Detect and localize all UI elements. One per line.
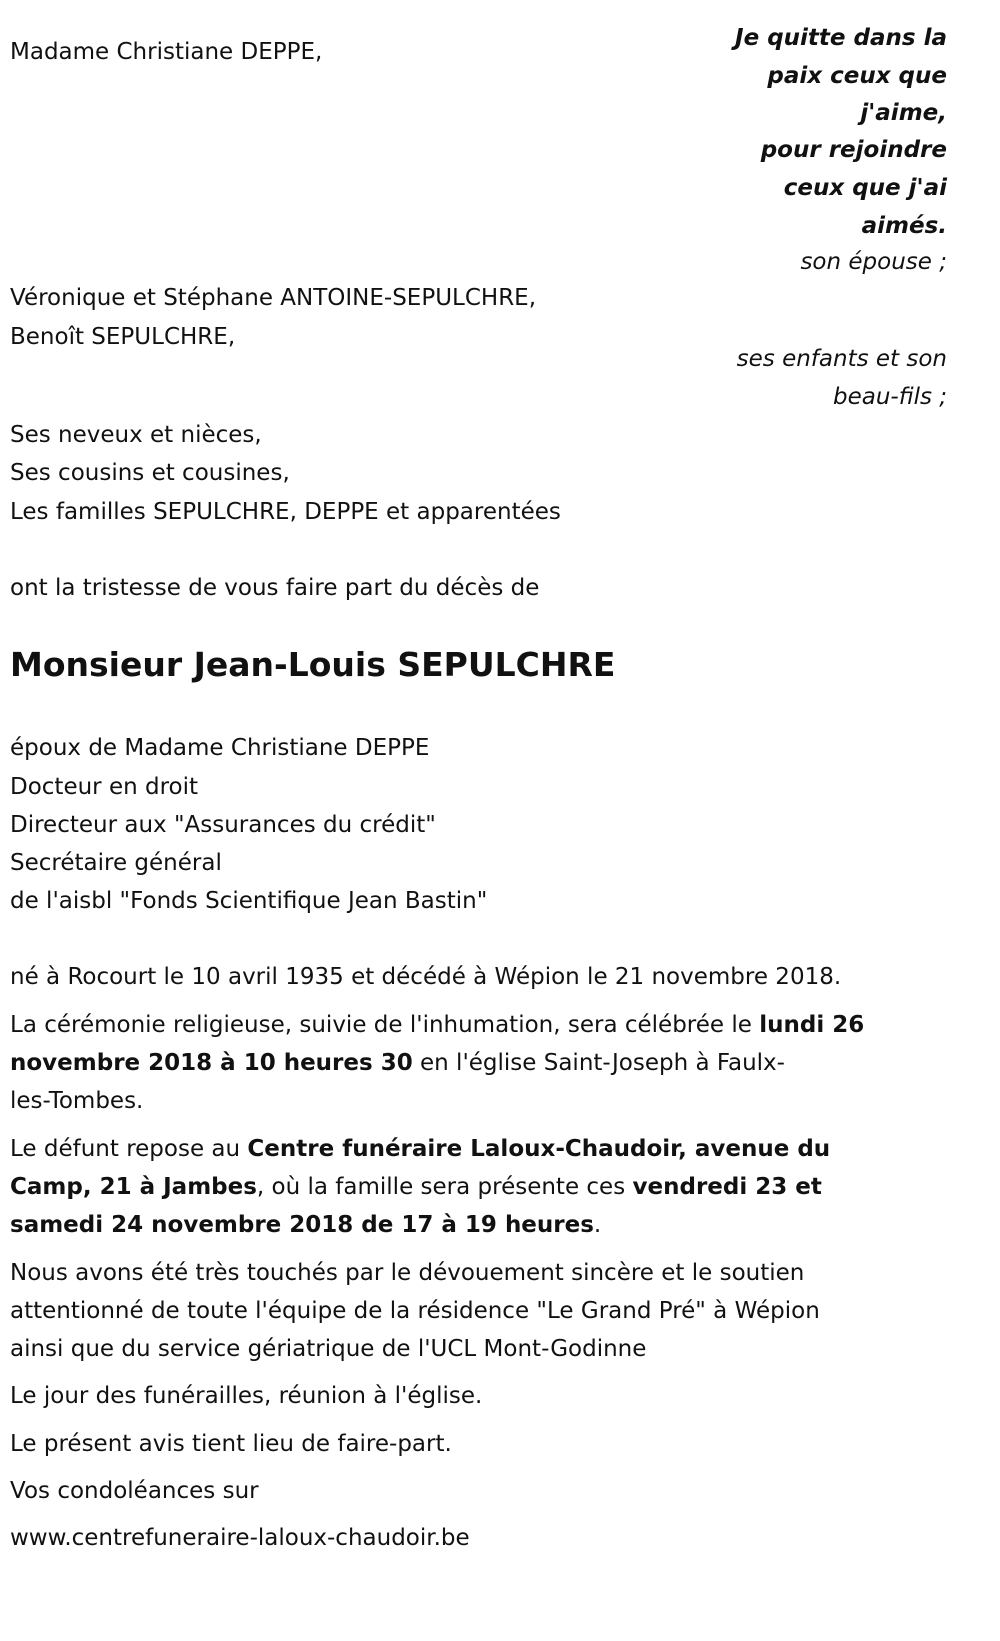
- epigraph-line: aimés.: [861, 213, 947, 239]
- text: Le défunt repose au: [10, 1136, 248, 1162]
- meeting: Le jour des funérailles, réunion à l'église.: [10, 1383, 483, 1409]
- announcement: ont la tristesse de vous faire part du décès de: [10, 575, 540, 601]
- ceremony-line: [10, 1044, 785, 1082]
- location: Centre funéraire Laloux-Chaudoir, avenue du: [247, 1136, 831, 1162]
- epigraph-line: paix ceux que: [767, 63, 947, 89]
- relatives: Les familles SEPULCHRE, DEPPE et apparentées: [10, 499, 561, 525]
- text: .: [593, 1212, 602, 1238]
- website-link[interactable]: www.centrefuneraire-laloux-chaudoir.be: [10, 1525, 470, 1551]
- child-name: Véronique et Stéphane ANTOINE-SEPULCHRE,: [10, 285, 537, 311]
- child-name: Benoît SEPULCHRE,: [10, 324, 236, 350]
- deceased-name: Monsieur Jean-Louis SEPULCHRE: [10, 645, 616, 684]
- birth-death: né à Rocourt le 10 avril 1935 et décédé à Wépion le 21 novembre 2018.: [10, 964, 842, 990]
- title-line: Secrétaire général: [10, 850, 222, 876]
- thanks-line: Nous avons été très touchés par le dévouement sincère et le soutien: [10, 1260, 805, 1286]
- ceremony-line: les-Tombes.: [10, 1088, 144, 1114]
- visitation-line: [10, 1130, 830, 1168]
- children-role: beau-fils ;: [832, 384, 947, 410]
- spouse-role: son épouse ;: [800, 249, 947, 275]
- ceremony-line: [10, 1006, 864, 1044]
- title-line: Directeur aux "Assurances du crédit": [10, 812, 436, 838]
- text: , où la famille sera présente ces: [256, 1174, 633, 1200]
- epigraph-line: ceux que j'ai: [783, 175, 947, 201]
- thanks-line: attentionné de toute l'équipe de la résidence "Le Grand Pré" à Wépion: [10, 1298, 820, 1324]
- visitation-line: [10, 1168, 822, 1206]
- location: Camp, 21 à Jambes: [10, 1174, 257, 1200]
- condolences: Vos condoléances sur: [10, 1478, 259, 1504]
- epigraph-line: j'aime,: [860, 100, 947, 126]
- title-line: de l'aisbl "Fonds Scientifique Jean Bastin": [10, 888, 488, 914]
- spouse-name: Madame Christiane DEPPE,: [10, 39, 323, 65]
- text: en l'église Saint-Joseph à Faulx-: [412, 1050, 785, 1076]
- thanks-line: ainsi que du service gériatrique de l'UCL Mont-Godinne: [10, 1336, 647, 1362]
- children-role: ses enfants et son: [736, 346, 947, 372]
- date: samedi 24 novembre 2018 de 17 à 19 heures: [10, 1212, 594, 1238]
- visitation-line: [10, 1206, 601, 1244]
- date: lundi 26: [759, 1012, 865, 1038]
- title-line: Docteur en droit: [10, 774, 199, 800]
- epigraph-line: pour rejoindre: [760, 137, 947, 163]
- date: vendredi 23 et: [632, 1174, 822, 1200]
- notice: Le présent avis tient lieu de faire-part.: [10, 1431, 452, 1457]
- epigraph-line: Je quitte dans la: [735, 25, 947, 51]
- title-line: époux de Madame Christiane DEPPE: [10, 735, 430, 761]
- text: La cérémonie religieuse, suivie de l'inhumation, sera célébrée le: [10, 1012, 760, 1038]
- relatives: Ses cousins et cousines,: [10, 460, 290, 486]
- relatives: Ses neveux et nièces,: [10, 422, 262, 448]
- date: novembre 2018 à 10 heures 30: [10, 1050, 413, 1076]
